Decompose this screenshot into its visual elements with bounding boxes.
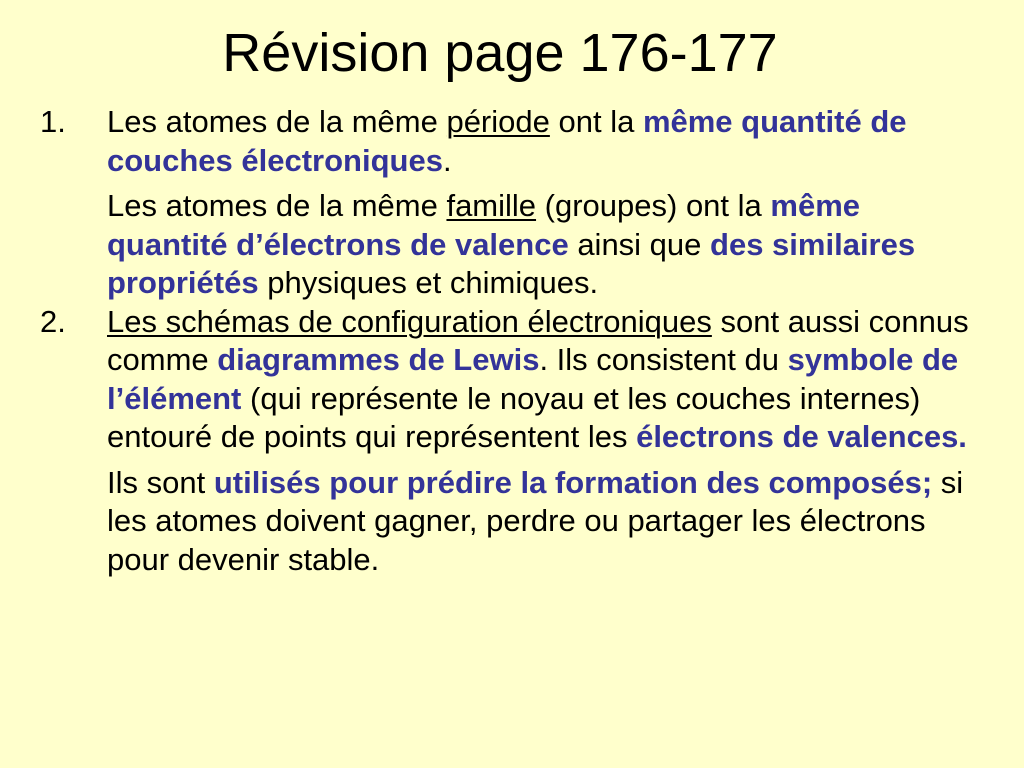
list-item-number: 1. (40, 104, 66, 139)
paragraph-lewis (107, 303, 987, 457)
highlight-electrons-valences: électrons de valences. (636, 419, 967, 454)
list-item-2 (0, 303, 987, 580)
underlined-term-periode: période (446, 104, 550, 139)
paragraph-periode (107, 103, 987, 180)
slide-content (0, 103, 1024, 579)
text-run: . (442, 142, 452, 178)
underlined-term-schemas: Les schémas de configuration électroniques (107, 303, 712, 339)
highlight-lewis: diagrammes de Lewis (217, 342, 540, 377)
list-item-number: 2. (40, 303, 66, 339)
text-run: si les atomes doivent gagner, perdre ou partager les électrons pour devenir stable. (107, 464, 964, 577)
text-run: Ils sont (107, 464, 214, 500)
text-run: sont aussi connus comme (107, 303, 969, 377)
paragraph-famille (107, 187, 987, 303)
text-run: ainsi que (568, 226, 711, 262)
text-run: . Ils consistent du (539, 342, 788, 377)
slide-title: Révision page 176-177 (222, 23, 778, 83)
text-run: physiques et chimiques. (258, 265, 599, 300)
highlight-proprietes: des similaires propriétés (107, 226, 916, 300)
highlight-couches: même quantité de couches électroniques (107, 104, 907, 178)
text-run: (groupes) ont la (536, 188, 771, 223)
list-item-1 (0, 103, 987, 303)
underlined-term-famille: famille (446, 188, 537, 223)
text-run: Les atomes de la même (107, 188, 447, 223)
highlight-symbole: symbole de l’élément (107, 342, 959, 416)
highlight-prediction: utilisés pour prédire la formation des composés; (213, 464, 933, 500)
text-run: (qui représente le noyau et les couches internes) entouré de points qui représentent les (107, 380, 921, 454)
paragraph-utilises (107, 464, 987, 580)
text-run: ont la (549, 104, 643, 139)
text-run: Les atomes de la même (107, 104, 447, 139)
highlight-electrons-valence: même quantité d’électrons de valence (107, 188, 861, 262)
